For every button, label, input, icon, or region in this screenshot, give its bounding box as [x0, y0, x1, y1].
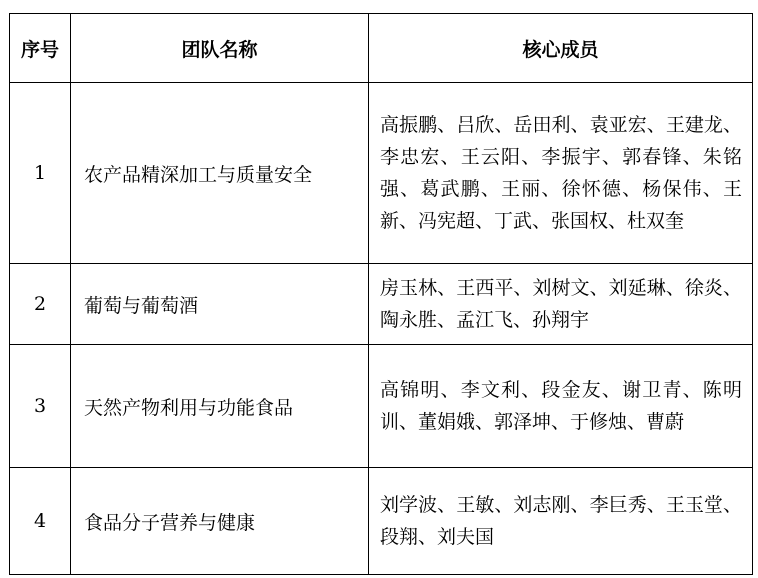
table-header-row	[10, 14, 753, 83]
row-index: 2	[10, 264, 71, 345]
table-row	[10, 468, 753, 575]
row-index: 1	[10, 83, 71, 264]
row-team-name: 葡萄与葡萄酒	[71, 264, 369, 345]
row-index: 3	[10, 345, 71, 468]
row-index: 4	[10, 468, 71, 575]
team-table-container	[9, 13, 753, 575]
table-row	[10, 345, 753, 468]
row-team-name: 食品分子营养与健康	[71, 468, 369, 575]
row-team-name: 天然产物利用与功能食品	[71, 345, 369, 468]
header-core-members: 核心成员	[369, 14, 753, 83]
row-core-members: 刘学波、王敏、刘志刚、李巨秀、王玉堂、段翔、刘夫国	[369, 468, 753, 575]
row-core-members: 高振鹏、吕欣、岳田利、袁亚宏、王建龙、李忠宏、王云阳、李振宇、郭春锋、朱铭强、葛武鹏、王丽、徐怀德、杨保伟、王新、冯宪超、丁武、张国权、杜双奎	[369, 83, 753, 264]
row-core-members: 房玉林、王西平、刘树文、刘延琳、徐炎、陶永胜、孟江飞、孙翔宇	[369, 264, 753, 345]
row-core-members: 高锦明、李文利、段金友、谢卫青、陈明训、董娟娥、郭泽坤、于修烛、曹蔚	[369, 345, 753, 468]
table-row	[10, 83, 753, 264]
team-table	[9, 13, 753, 575]
header-team-name: 团队名称	[71, 14, 369, 83]
header-index: 序号	[10, 14, 71, 83]
table-row	[10, 264, 753, 345]
row-team-name: 农产品精深加工与质量安全	[71, 83, 369, 264]
